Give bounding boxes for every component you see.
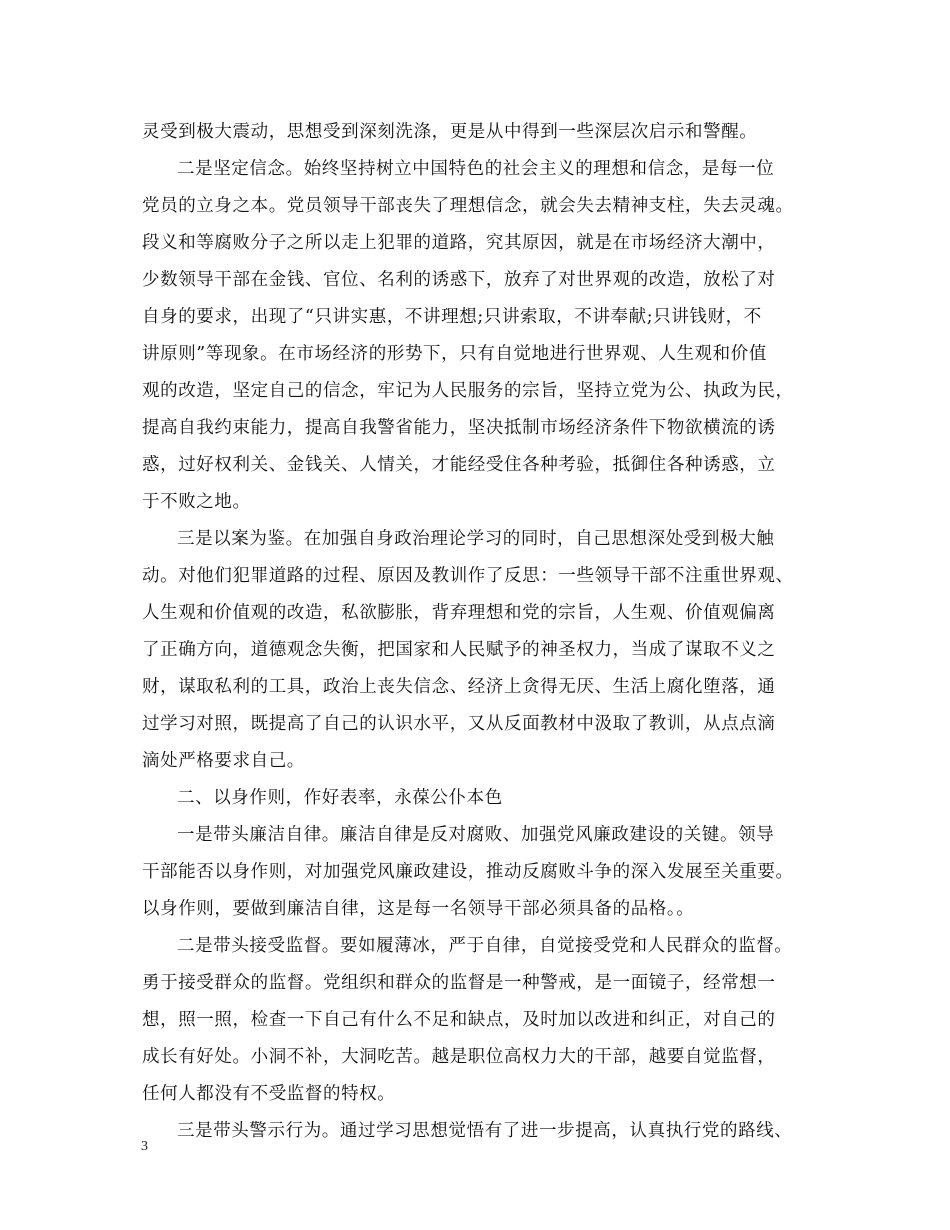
- text-line: 讲原则”等现象。在市场经济的形势下，只有自觉地进行世界观、人生观和价值: [142, 344, 767, 364]
- text-line: 惑，过好权利关、金钱关、人情关，才能经受住各种考验，抵御住各种诱惑，立: [142, 455, 776, 475]
- text-line: 过学习对照，既提高了自己的认识水平，又从反面教材中汲取了教训，从点点滴: [142, 714, 776, 734]
- page-number: 3: [141, 1139, 148, 1154]
- text-line: 灵受到极大震动，思想受到深刻洗涤，更是从中得到一些深层次启示和警醒。: [142, 122, 758, 142]
- text-line: 提高自我约束能力，提高自我警省能力，坚决抵制市场经济条件下物欲横流的诱: [142, 418, 776, 438]
- text-line: 干部能否以身作则，对加强党风廉政建设，推动反腐败斗争的深入发展至关重要。: [142, 862, 794, 882]
- text-line: 勇于接受群众的监督。党组织和群众的监督是一种警戒，是一面镜子，经常想一: [142, 973, 776, 993]
- text-line: 少数领导干部在金钱、官位、名利的诱惑下，放弃了对世界观的改造，放松了对: [142, 270, 776, 290]
- text-line: 观的改造，坚定自己的信念，牢记为人民服务的宗旨，坚持立党为公、执政为民，: [142, 381, 794, 401]
- text-line: 人生观和价值观的改造，私欲膨胀，背弃理想和党的宗旨，人生观、价值观偏离: [142, 603, 776, 623]
- text-line: 段义和等腐败分子之所以走上犯罪的道路，究其原因，就是在市场经济大潮中，: [142, 233, 776, 253]
- text-line: 动。对他们犯罪道路的过程、原因及教训作了反思：一些领导干部不注重世界观、: [142, 566, 794, 586]
- text-line: 于不败之地。: [142, 492, 251, 512]
- text-line: 三是带头警示行为。通过学习思想觉悟有了进一步提高，认真执行党的路线、: [177, 1121, 793, 1141]
- text-line: 二是坚定信念。始终坚持树立中国特色的社会主义的理想和信念，是每一位: [177, 159, 775, 179]
- text-line: 想，照一照，检查一下自己有什么不足和缺点，及时加以改进和纠正，对自己的: [142, 1010, 776, 1030]
- text-line: 任何人都没有不受监督的特权。: [142, 1084, 396, 1104]
- text-line: 二是带头接受监督。要如履薄冰，严于自律，自觉接受党和人民群众的监督。: [177, 936, 793, 956]
- text-line: 党员的立身之本。党员领导干部丧失了理想信念，就会失去精神支柱，失去灵魂。: [142, 196, 794, 216]
- text-line: 自身的要求，出现了“只讲实惠，不讲理想;只讲索取，不讲奉献;只讲钱财，不: [142, 307, 762, 327]
- text-line: 滴处严格要求自己。: [142, 751, 305, 771]
- text-line: 三是以案为鉴。在加强自身政治理论学习的同时，自己思想深处受到极大触: [177, 529, 775, 549]
- section-heading: 二、以身作则，作好表率，永葆公仆本色: [177, 788, 503, 808]
- text-line: 了正确方向，道德观念失衡，把国家和人民赋予的神圣权力，当成了谋取不义之: [142, 640, 776, 660]
- text-line: 财，谋取私利的工具，政治上丧失信念、经济上贪得无厌、生活上腐化堕落，通: [142, 677, 776, 697]
- text-line: 以身作则，要做到廉洁自律，这是每一名领导干部必须具备的品格。。: [142, 899, 695, 919]
- text-line: 一是带头廉洁自律。廉洁自律是反对腐败、加强党风廉政建设的关键。领导: [177, 825, 775, 845]
- text-line: 成长有好处。小洞不补，大洞吃苦。越是职位高权力大的干部，越要自觉监督，: [142, 1047, 776, 1067]
